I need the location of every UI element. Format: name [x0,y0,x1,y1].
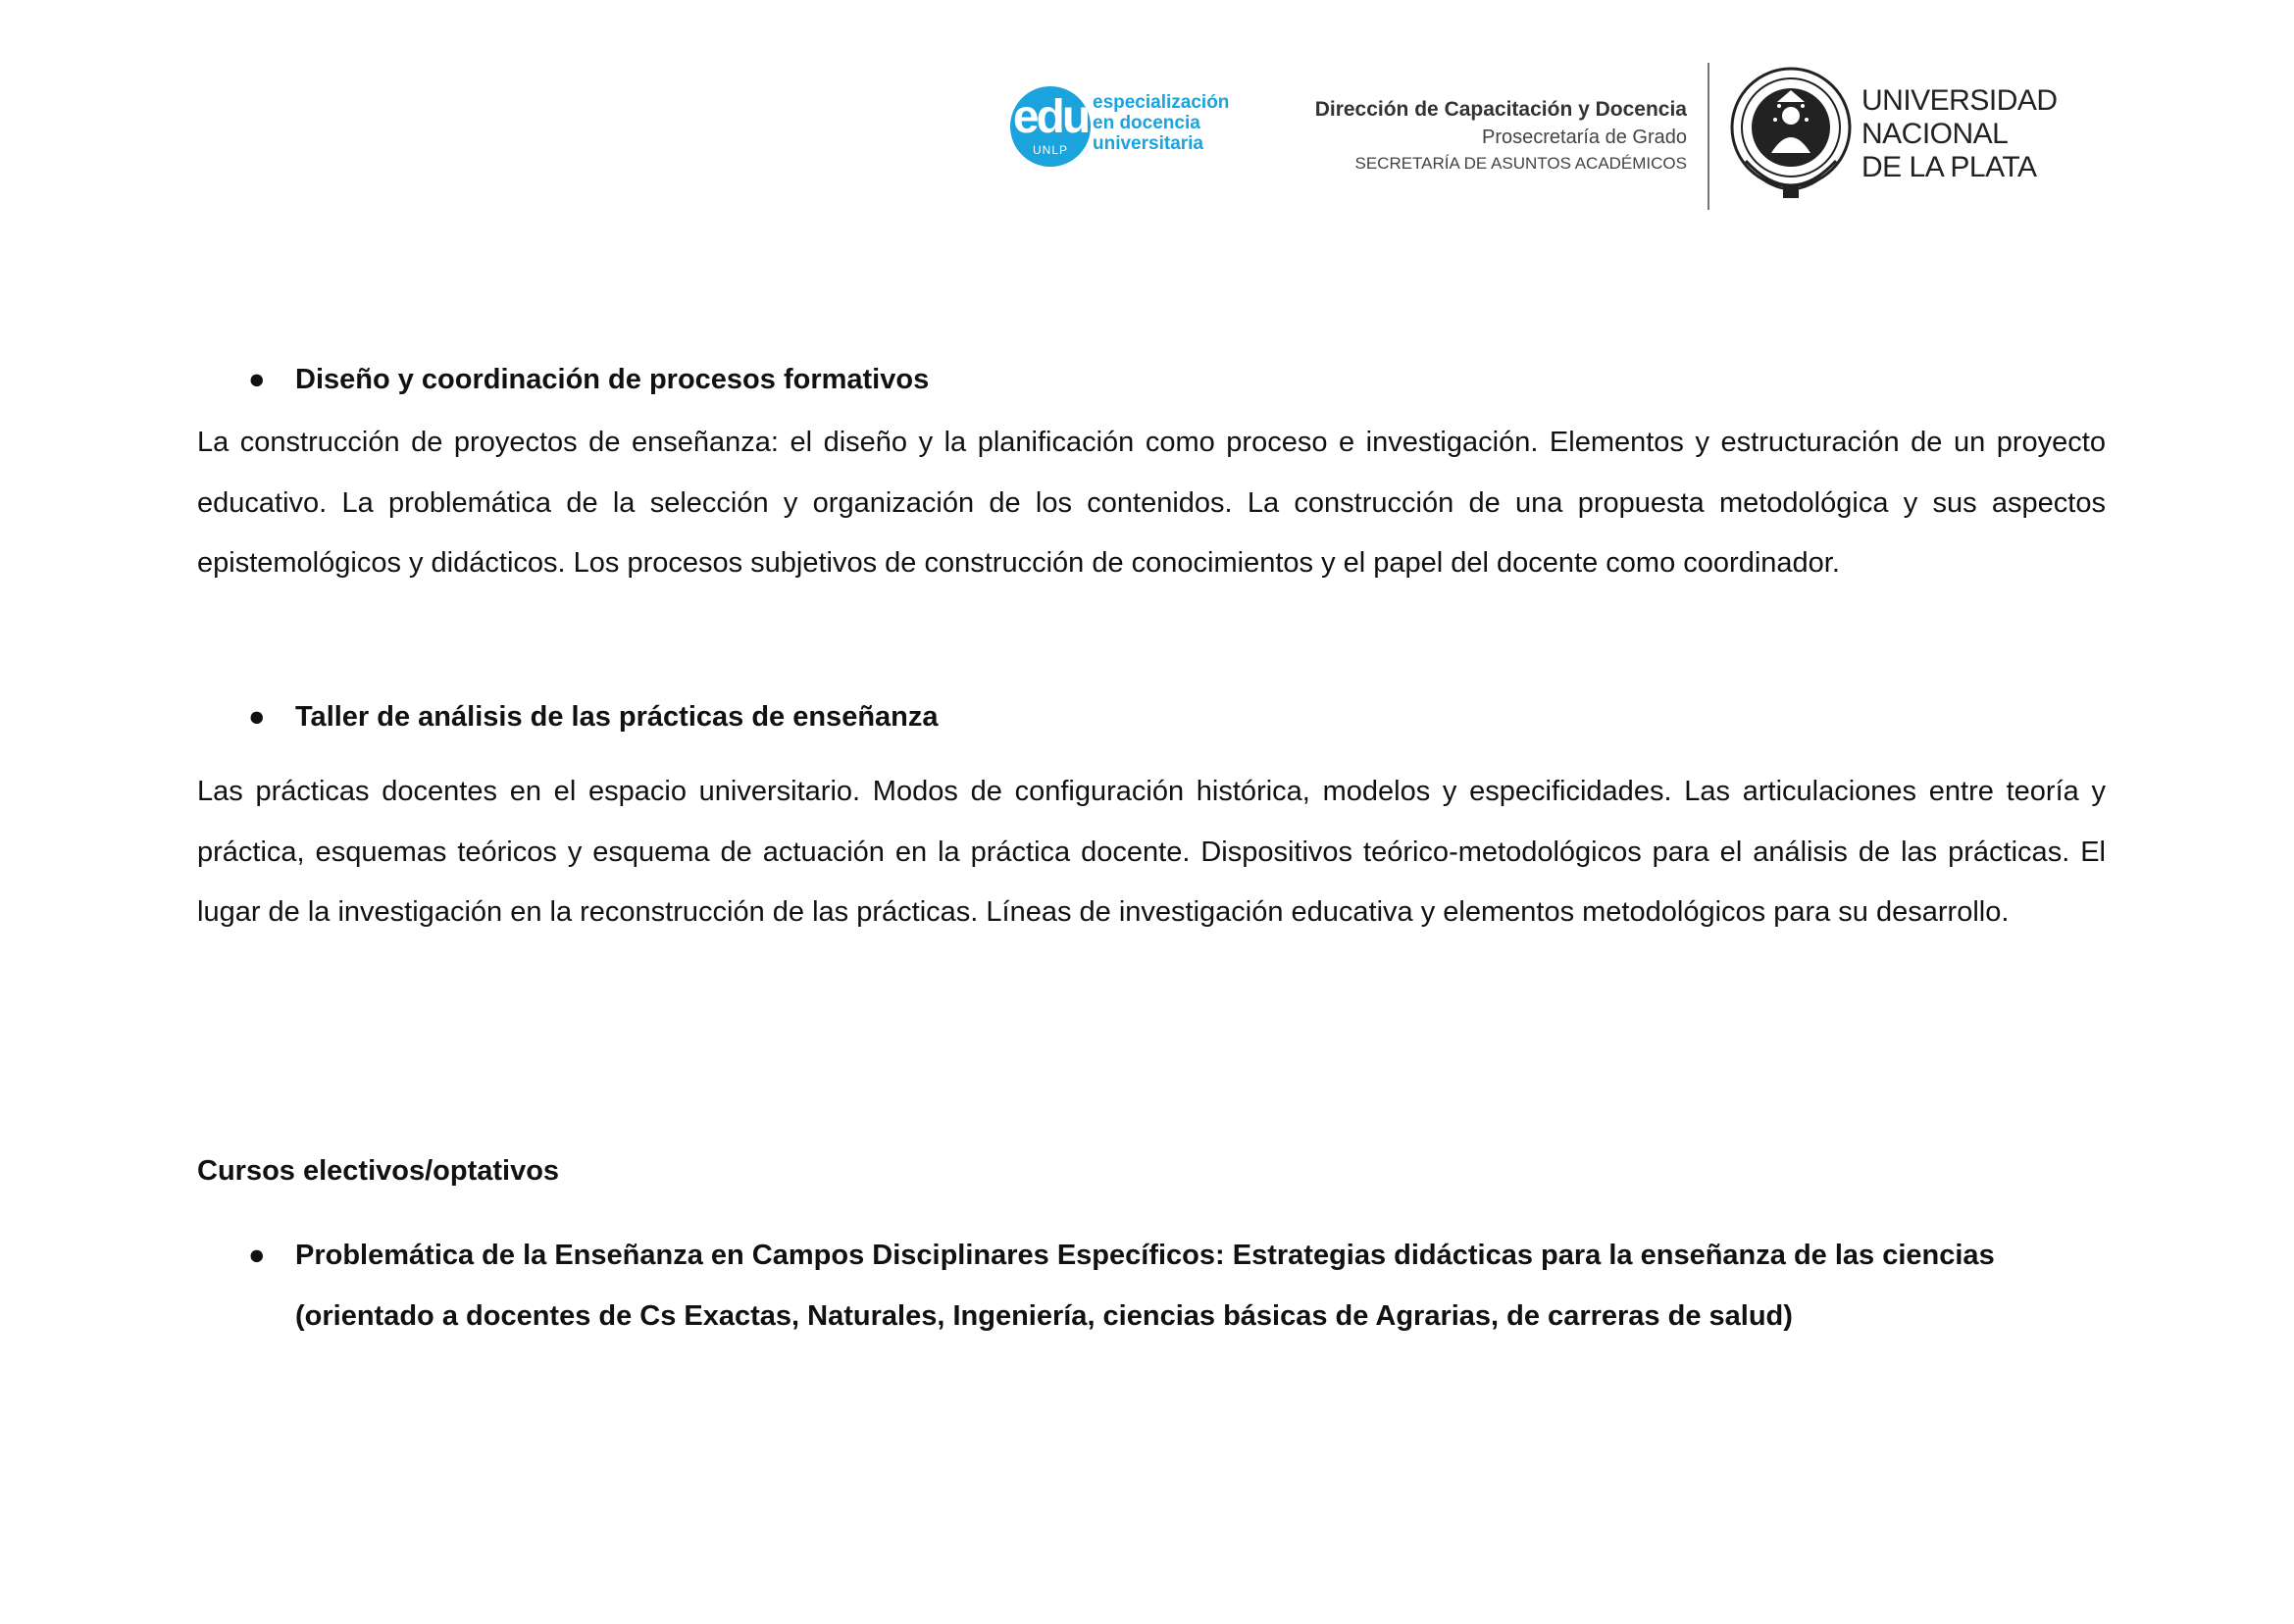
edu-logo-line: universitaria [1093,133,1203,154]
elective-item-heading-text: Problemática de la Enseñanza en Campos Disciplinares Específicos: Estrategias didácticas para la enseñanza de las ciencias (orientado a docentes de Cs Exactas, Naturales, Ingeniería, ciencias básicas de Agrarias, de carreras de salud) [295,1240,1995,1332]
edu-unlp-logo [1010,82,1230,177]
direction-subtitle: Prosecretaría de Grado [1482,127,1687,148]
item-heading [197,686,2106,747]
direction-block [1216,96,1687,177]
edu-logo-line: especialización [1093,92,1230,113]
edu-logo-mark-text: edu [1012,91,1089,143]
section-title: Cursos electivos/optativos [197,1155,560,1187]
item-heading-text: Taller de análisis de las prácticas de enseñanza [295,701,939,733]
direction-secretariat: SECRETARÍA DE ASUNTOS ACADÉMICOS [1354,154,1687,173]
university-name-line: NACIONAL [1861,118,2009,150]
direction-title: Dirección de Capacitación y Docencia [1314,98,1687,121]
edu-logo-mark-sub: UNLP [1032,143,1068,157]
unlp-seal-icon [1728,63,1854,210]
item-description: Las prácticas docentes en el espacio universitario. Modos de configuración histórica, modelos y especificidades. Las articulaciones entre teoría y práctica, esquemas teóricos y esquema de actuación en la práctica docente. Dispositivos teórico-metodológicos para el análisis de las prácticas. El lugar de la investigación en la reconstrucción de las prácticas. Líneas de investigación educativa y elementos metodológicos para su desarrollo. [197,776,2106,928]
edu-logo-mark [1010,86,1091,167]
header-divider [1708,63,1709,210]
elective-item-heading [197,1225,2106,1346]
bullet-icon: ● [248,1240,266,1271]
edu-logo-line: en docencia [1093,113,1200,133]
item-heading-text: Diseño y coordinación de procesos formativos [295,364,930,395]
bullet-icon: ● [248,701,266,733]
item-description: La construcción de proyectos de enseñanza: el diseño y la planificación como proceso e investigación. Elementos y estructuración de un proyecto educativo. La problemática de la selección y organización de los contenidos. La construcción de una propuesta metodológica y sus aspectos epistemológicos y didácticos. Los procesos subjetivos de construcción de conocimientos y el papel del docente como coordinador. [197,427,2106,579]
bullet-icon: ● [248,364,266,395]
university-name-line: UNIVERSIDAD [1861,84,2058,117]
item-heading [197,349,2106,410]
university-name [1861,84,2087,184]
university-name-line: DE LA PLATA [1861,151,2037,183]
